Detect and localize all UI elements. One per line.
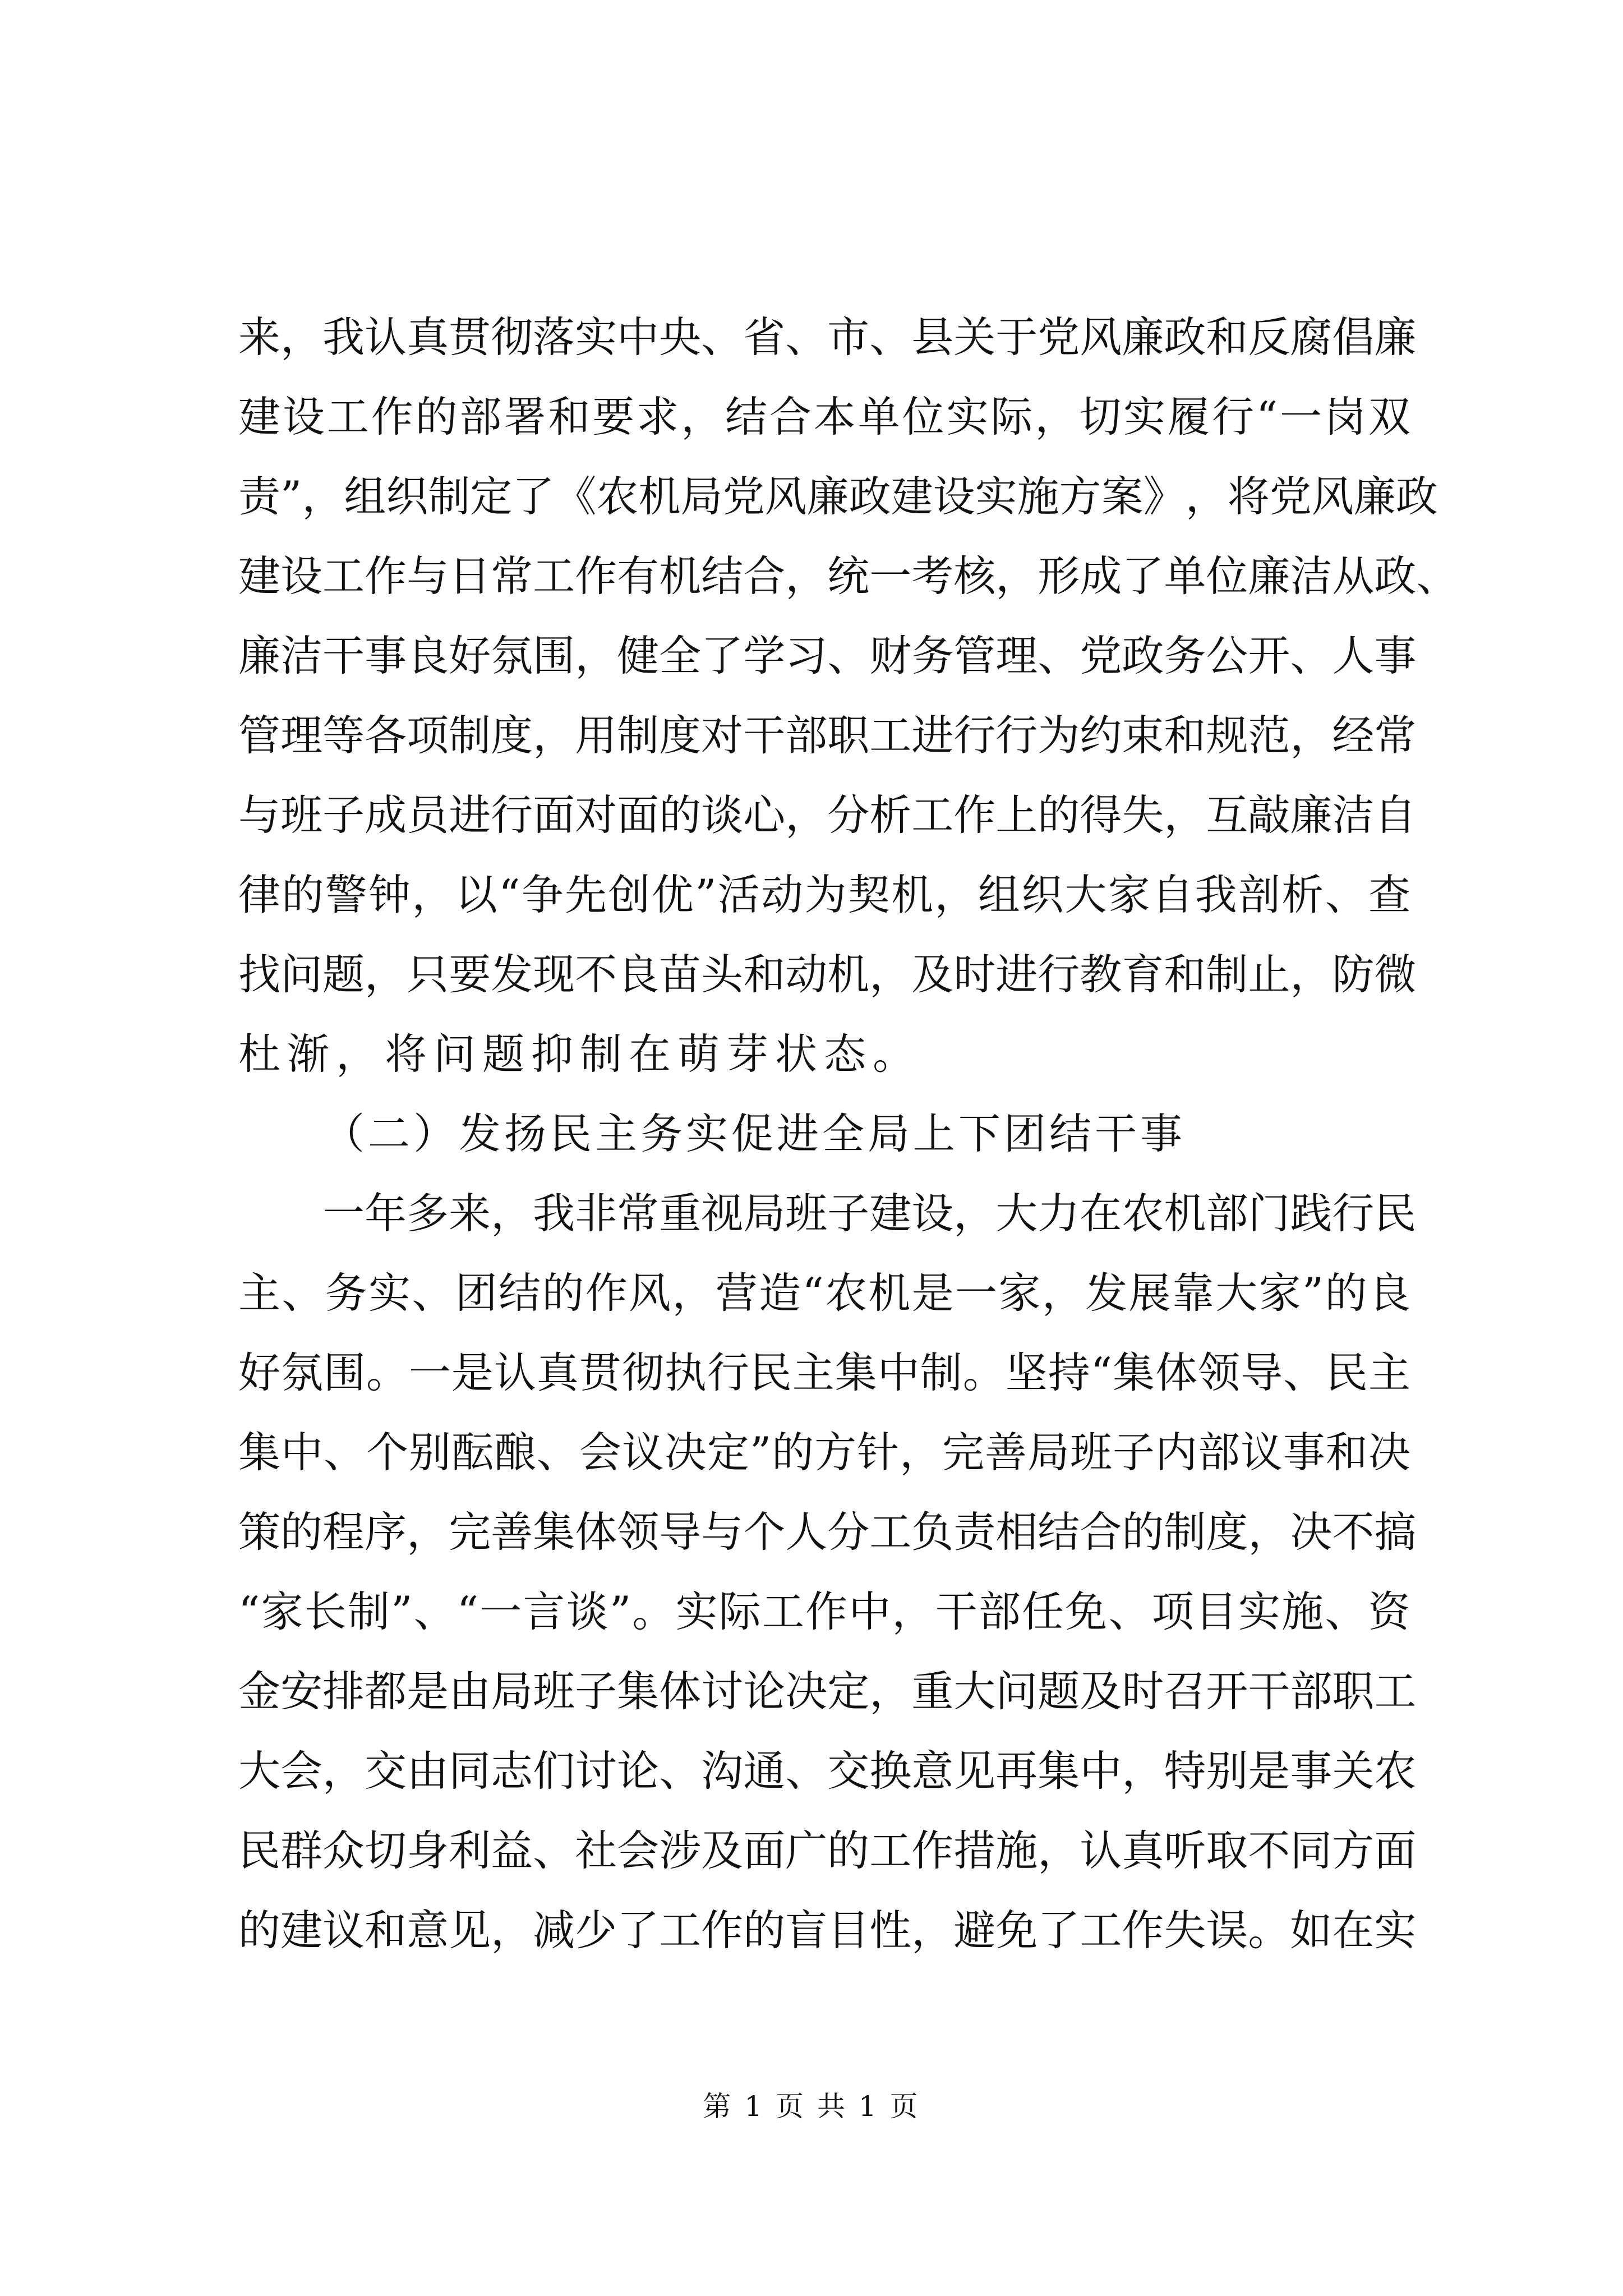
page-footer — [0, 2087, 1623, 2126]
text-line: 廉 洁 干 事 良 好 氛 围 ， 健 全 了 学 习 、 财 务 管 理 、 党 政 务 公 开 、 人 事 — [238, 631, 1417, 680]
text-line: 金 安 排 都 是 由 局 班 子 集 体 讨 论 决 定 ， 重 大 问 题 及 时 召 开 干 部 职 工 — [238, 1667, 1417, 1716]
page-number-label: 第 1 页 共 1 页 — [703, 2090, 920, 2123]
text-line: 建 设 工 作 与 日 常 工 作 有 机 结 合 ， 统 一 考 核 ， 形 成 了 单 位 廉 洁 从 政 、 — [238, 551, 1459, 601]
text-line: 大 会 ， 交 由 同 志 们 讨 论 、 沟 通 、 交 换 意 见 再 集 中 ， 特 别 是 事 关 农 — [238, 1746, 1417, 1796]
text-line: 策 的 程 序 ， 完 善 集 体 领 导 与 个 人 分 工 负 责 相 结 合 的 制 度 ， 决 不 搞 — [238, 1507, 1417, 1557]
text-line: 主 、 务 实 、 团 结 的 作 风 ， 营 造 “ 农 机 是 一 家 ， 发 展 靠 大 家 ” 的 良 — [238, 1268, 1410, 1318]
text-line: 律 的 警 钟 ， 以 “ 争 先 创 优 ” 活 动 为 契 机 ， 组 织 大 家 自 我 剖 析 、 查 — [238, 870, 1410, 919]
text-line: 责 ” ， 组 织 制 定 了 《 农 机 局 党 风 廉 政 建 设 实 施 方 案 》 ， 将 党 风 廉 政 — [238, 472, 1438, 521]
text-line: 好 氛 围 。 一 是 认 真 贯 彻 执 行 民 主 集 中 制 。 坚 持 “ 集 体 领 导 、 民 主 — [238, 1348, 1410, 1397]
text-line: 来 ， 我 认 真 贯 彻 落 实 中 央 、 省 、 市 、 县 关 于 党 风 廉 政 和 反 腐 倡 廉 — [238, 312, 1417, 362]
text-line: 的 建 议 和 意 见 ， 减 少 了 工 作 的 盲 目 性 ， 避 免 了 工 作 失 误 。 如 在 实 — [238, 1906, 1417, 1955]
text-line: 集 中 、 个 别 酝 酿 、 会 议 决 定 ” 的 方 针 ， 完 善 局 班 子 内 部 议 事 和 决 — [238, 1428, 1410, 1477]
text-line: 与 班 子 成 员 进 行 面 对 面 的 谈 心 ， 分 析 工 作 上 的 得 失 ， 互 敲 廉 洁 自 — [238, 790, 1417, 840]
text-line: 建 设 工 作 的 部 署 和 要 求 ， 结 合 本 单 位 实 际 ， 切 实 履 行 “ 一 岗 双 — [238, 392, 1410, 441]
section-heading-text: （二）发扬民主务实促进全局上下团结干事 — [322, 1109, 1186, 1158]
document-body — [238, 297, 1459, 1970]
line-text: 杜渐，将问题抑制在萌芽状态。 — [238, 1029, 922, 1079]
section-heading — [238, 1094, 1410, 1174]
text-line: 一 年 多 来 ， 我 非 常 重 视 局 班 子 建 设 ， 大 力 在 农 机 部 门 践 行 民 — [322, 1189, 1417, 1238]
text-line: 民 群 众 切 身 利 益 、 社 会 涉 及 面 广 的 工 作 措 施 ， 认 真 听 取 不 同 方 面 — [238, 1826, 1417, 1875]
text-line — [238, 1014, 1410, 1094]
text-line: “ 家 长 制 ” 、 “ 一 言 谈 ” 。 实 际 工 作 中 ， 干 部 任 免 、 项 目 实 施 、 资 — [238, 1587, 1410, 1636]
text-line: 找 问 题 ， 只 要 发 现 不 良 苗 头 和 动 机 ， 及 时 进 行 教 育 和 制 止 ， 防 微 — [238, 950, 1417, 999]
text-line: 管 理 等 各 项 制 度 ， 用 制 度 对 干 部 职 工 进 行 行 为 约 束 和 规 范 ， 经 常 — [238, 711, 1417, 760]
